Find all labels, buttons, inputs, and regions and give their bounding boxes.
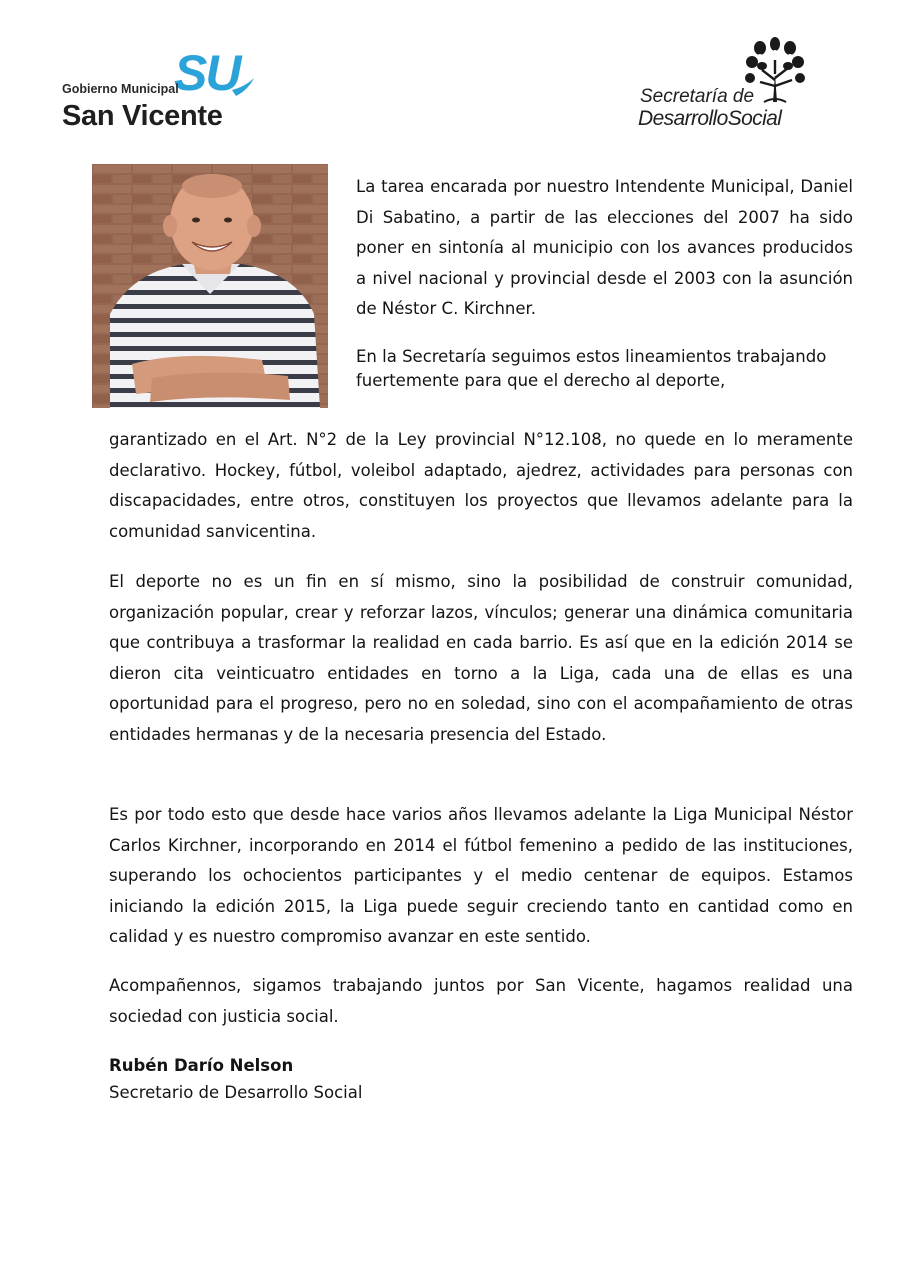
paragraph-secretaria-start: En la Secretaría seguimos estos lineamientos trabajando fuertemente para que el derecho al deporte,: [356, 347, 827, 390]
su-logo-mark: SU: [174, 45, 240, 101]
gobierno-municipal-logo: [62, 45, 272, 138]
paragraph-secretaria-continued: garantizado en el Art. N°2 de la Ley provincial N°12.108, no quede en lo meramente declarativo. Hockey, fútbol, voleibol adaptado, ajedrez, actividades para personas con discapacidades, entre otros, constituyen los proyectos que llevamos adelante para la comunidad sanvicentina.: [109, 430, 853, 541]
paragraph-deporte: El deporte no es un fin en sí mismo, sino la posibilidad de construir comunidad, organización popular, crear y reforzar lazos, vínculos; generar una dinámica comunitaria que contribuya a trasformar la realidad en cada barrio. Es así que en la edición 2014 se dieron cita veinticuatro entidades en torno a la Liga, cada una de ellas es una oportunidad para el progreso, pero no en soledad, sino con el acompañamiento de otras entidades hermanas y de la necesaria presencia del Estado.: [109, 572, 853, 744]
secretaria-line2: DesarrolloSocial: [638, 107, 782, 130]
signature-name: Rubén Darío Nelson: [109, 1056, 294, 1075]
signature-title: Secretario de Desarrollo Social: [109, 1083, 363, 1102]
logo-big-title: San Vicente: [62, 100, 223, 132]
paragraph-closing: Acompañennos, sigamos trabajando juntos por San Vicente, hagamos realidad una sociedad con justicia social.: [109, 976, 853, 1026]
paragraph-liga: Es por todo esto que desde hace varios años llevamos adelante la Liga Municipal Néstor Carlos Kirchner, incorporando en 2014 el fútbol femenino a pedido de las instituciones, superando los ochocientos participantes y el medio centenar de equipos. Estamos iniciando la edición 2015, la Liga puede seguir creciendo tanto en cantidad como en calidad y es nuestro compromiso avanzar en este sentido.: [109, 805, 853, 946]
secretaria-logo: [632, 36, 822, 136]
swoosh-icon: [230, 76, 256, 102]
portrait-photo: [92, 164, 328, 408]
secretaria-line1: Secretaría de: [640, 86, 755, 107]
logo-small-title: Gobierno Municipal: [62, 82, 179, 96]
paragraph-intro: La tarea encarada por nuestro Intendente Municipal, Daniel Di Sabatino, a partir de las elecciones del 2007 ha sido poner en sintonía al municipio con los avances producidos a nivel nacional y provincial desde el 2003 con la asunción de Néstor C. Kirchner.: [356, 177, 853, 318]
